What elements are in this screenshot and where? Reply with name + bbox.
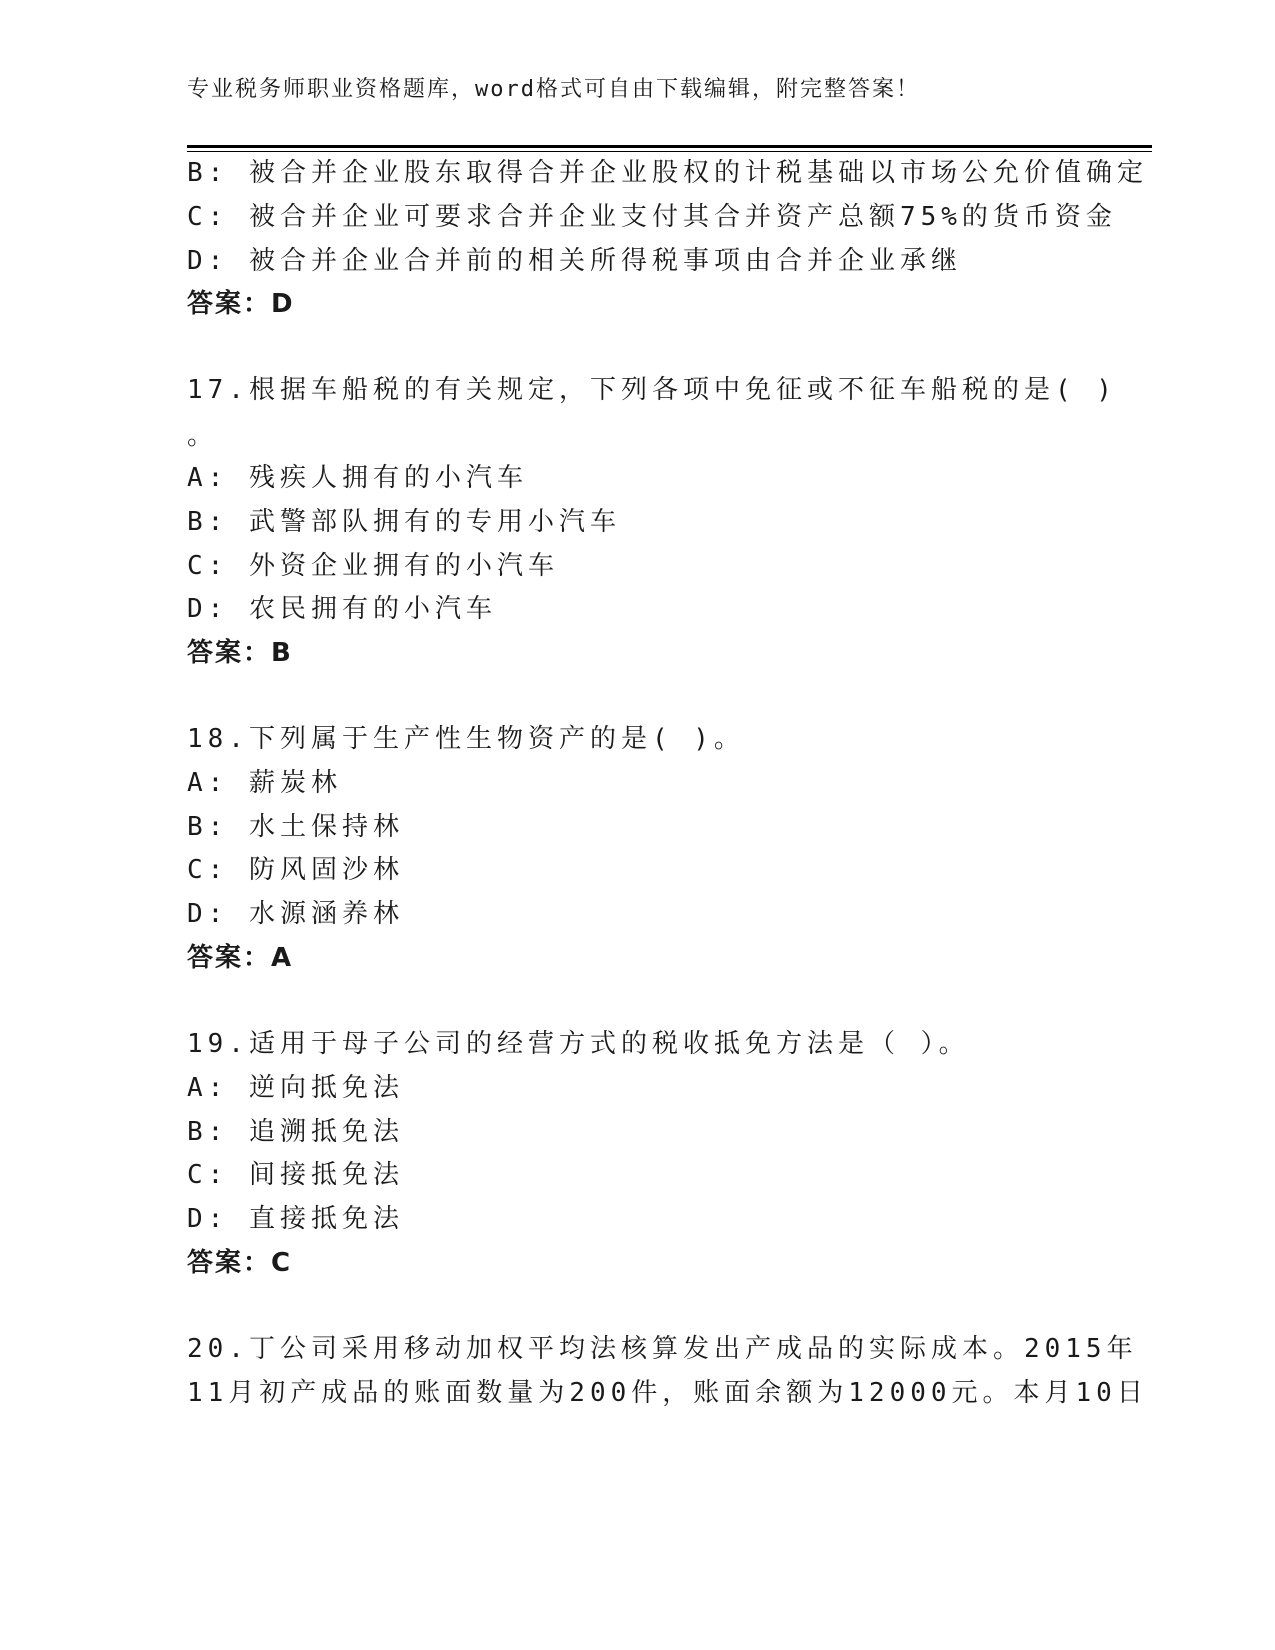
q18-stem: 18.下列属于生产性生物资产的是( )。 xyxy=(187,724,745,754)
q19-option-b: B: 追溯抵免法 xyxy=(187,1117,404,1147)
q20-stem-line1: 20.丁公司采用移动加权平均法核算发出产成品的实际成本。2015年 xyxy=(187,1334,1138,1364)
page-header: 专业税务师职业资格题库，word格式可自由下载编辑，附完整答案！ xyxy=(187,77,920,102)
q19-answer: 答案：C xyxy=(187,1248,293,1278)
q17-stem-line1: 17.根据车船税的有关规定，下列各项中免征或不征车船税的是( ) xyxy=(187,375,1117,405)
q19-option-d: D: 直接抵免法 xyxy=(187,1204,404,1234)
q17-answer: 答案：B xyxy=(187,638,293,668)
q18-option-a: A: 薪炭林 xyxy=(187,768,342,798)
q17-stem-line2: 。 xyxy=(187,421,219,451)
q19-stem: 19.适用于母子公司的经营方式的税收抵免方法是（ ）。 xyxy=(187,1029,970,1059)
q17-option-b: B: 武警部队拥有的专用小汽车 xyxy=(187,507,621,537)
q18-option-b: B: 水土保持林 xyxy=(187,812,404,842)
q19-option-a: A: 逆向抵免法 xyxy=(187,1073,404,1103)
q19-option-c: C: 间接抵免法 xyxy=(187,1160,404,1190)
header-divider-thin xyxy=(187,151,1152,152)
q17-option-d: D: 农民拥有的小汽车 xyxy=(187,594,497,624)
header-divider-thick xyxy=(187,145,1152,148)
q18-option-d: D: 水源涵养林 xyxy=(187,899,404,929)
q16-option-b: B: 被合并企业股东取得合并企业股权的计税基础以市场公允价值确定 xyxy=(187,158,1148,188)
q18-answer: 答案：A xyxy=(187,943,294,973)
q16-option-c: C: 被合并企业可要求合并企业支付其合并资产总额75%的货币资金 xyxy=(187,202,1117,232)
q18-option-c: C: 防风固沙林 xyxy=(187,855,404,885)
q17-option-c: C: 外资企业拥有的小汽车 xyxy=(187,551,559,581)
q20-stem-line2: 11月初产成品的账面数量为200件，账面余额为12000元。本月10日 xyxy=(187,1378,1148,1408)
q16-option-d: D: 被合并企业合并前的相关所得税事项由合并企业承继 xyxy=(187,246,962,276)
q16-answer: 答案：D xyxy=(187,289,295,319)
q17-option-a: A: 残疾人拥有的小汽车 xyxy=(187,463,528,493)
